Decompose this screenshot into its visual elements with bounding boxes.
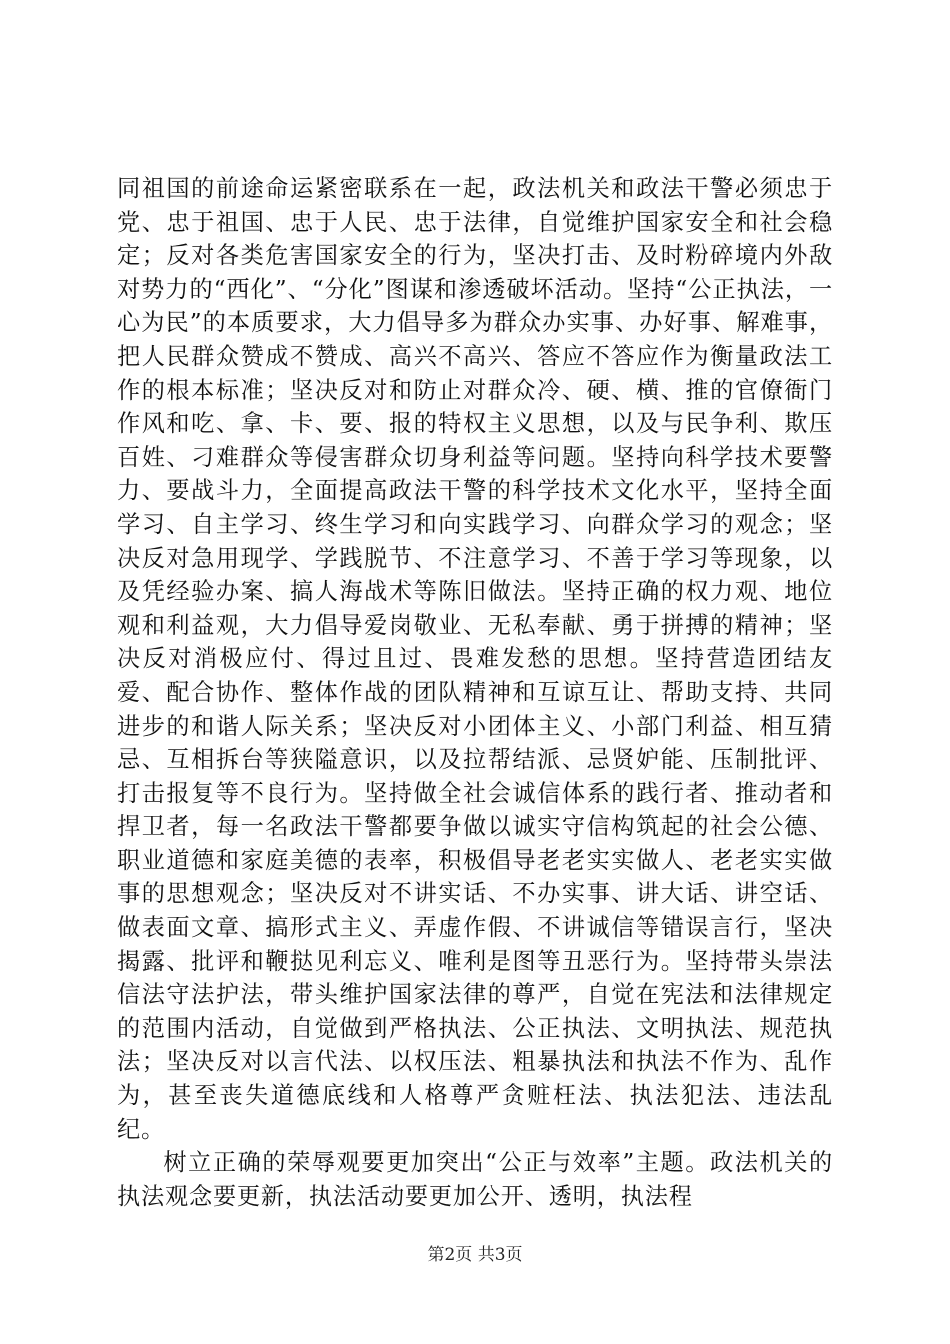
body-text: [117, 172, 833, 1213]
page-footer: [0, 1244, 950, 1266]
page-number-label: 第2页 共3页: [427, 1245, 523, 1265]
paragraph-continued: 同祖国的前途命运紧密联系在一起，政法机关和政法干警必须忠于党、忠于祖国、忠于人民、忠于法律，自觉维护国家安全和社会稳定；反对各类危害国家安全的行为，坚决打击、及时粉碎境内外敌对势力的“西化”、“分化”图谋和渗透破坏活动。坚持“公正执法，一心为民”的本质要求，大力倡导多为群众办实事、办好事、解难事，把人民群众赞成不赞成、高兴不高兴、答应不答应作为衡量政法工作的根本标准；坚决反对和防止对群众冷、硬、横、推的官僚衙门作风和吃、拿、卡、要、报的特权主义思想，以及与民争利、欺压百姓、刁难群众等侵害群众切身利益等问题。坚持向科学技术要警力、要战斗力，全面提高政法干警的科学技术文化水平，坚持全面学习、自主学习、终生学习和向实践学习、向群众学习的观念；坚决反对急用现学、学践脱节、不注意学习、不善于学习等现象，以及凭经验办案、搞人海战术等陈旧做法。坚持正确的权力观、地位观和利益观，大力倡导爱岗敬业、无私奉献、勇于拼搏的精神；坚决反对消极应付、得过且过、畏难发愁的思想。坚持营造团结友爱、配合协作、整体作战的团队精神和互谅互让、帮助支持、共同进步的和谐人际关系；坚决反对小团体主义、小部门利益、相互猜忌、互相拆台等狭隘意识，以及拉帮结派、忌贤妒能、压制批评、打击报复等不良行为。坚持做全社会诚信体系的践行者、推动者和捍卫者，每一名政法干警都要争做以诚实守信构筑起的社会公德、职业道德和家庭美德的表率，积极倡导老老实实做人、老老实实做事的思想观念；坚决反对不讲实话、不办实事、讲大话、讲空话、做表面文章、搞形式主义、弄虚作假、不讲诚信等错误言行，坚决揭露、批评和鞭挞见利忘义、唯利是图等丑恶行为。坚持带头崇法信法守法护法，带头维护国家法律的尊严，自觉在宪法和法律规定的范围内活动，自觉做到严格执法、公正执法、文明执法、规范执法；坚决反对以言代法、以权压法、粗暴执法和执法不作为、乱作为，甚至丧失道德底线和人格尊严贪赃枉法、执法犯法、违法乱纪。: [117, 175, 833, 1143]
paragraph-honor-disgrace: 树立正确的荣辱观要更加突出“公正与效率”主题。政法机关的执法观念要更新，执法活动要更加公开、透明，执法程: [117, 1149, 833, 1210]
